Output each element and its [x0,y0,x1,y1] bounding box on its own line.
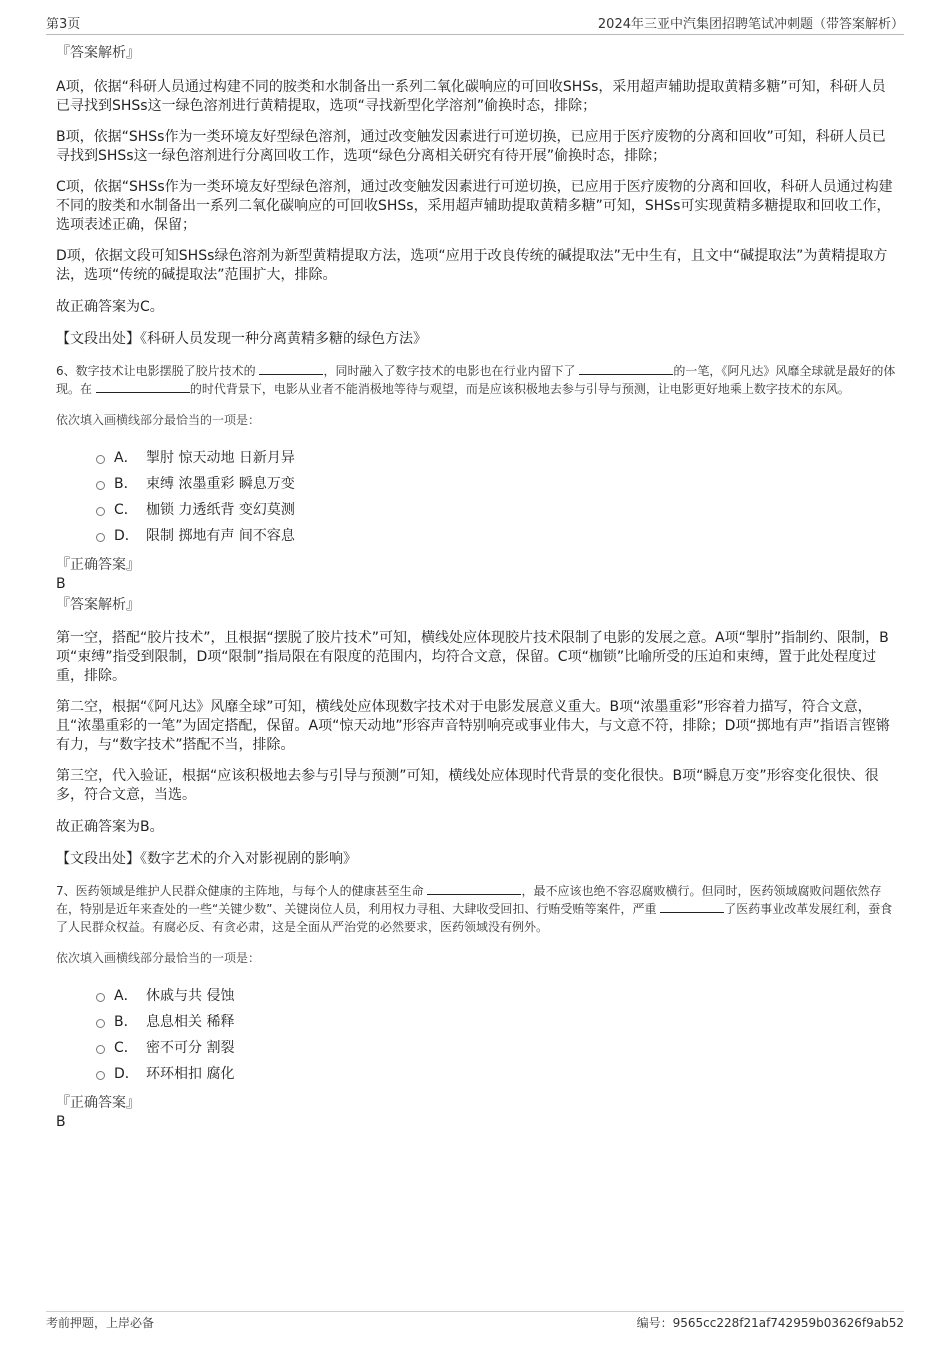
q6-stem-part1: 6、数字技术让电影摆脱了胶片技术的 [56,364,256,378]
radio-icon[interactable] [96,455,105,464]
document-title: 2024年三亚中汽集团招聘笔试冲刺题（带答案解析） [597,17,904,32]
radio-icon[interactable] [96,993,105,1002]
q6-source: 【文段出处】《数字艺术的介入对影视剧的影响》 [56,851,357,867]
q7-option-b[interactable]: B． 息息相关 稀释 [96,1008,896,1034]
footer-slogan: 考前押题，上岸必备 [46,1316,155,1330]
radio-icon[interactable] [96,1045,105,1054]
q7-stem-part3: 了医药事业改革发展红利，蚕食了人民群众权益。有腐必反、有贪必肃，这是全面从严治党的必然要求，医药领域没有例外。 [56,902,893,934]
q6-correct-label: 『正确答案』 [56,557,140,573]
q6-options [96,444,896,548]
q7-option-a[interactable]: A． 休戚与共 侵蚀 [96,982,896,1008]
q7-correct-label: 『正确答案』 [56,1095,140,1111]
q5-source: 【文段出处】《科研人员发现一种分离黄精多糖的绿色方法》 [56,331,427,347]
q6-conclusion: 故正确答案为B。 [56,819,164,835]
document-code [637,1314,904,1331]
page-header [46,12,904,35]
q7-blank-2 [660,900,724,913]
radio-icon[interactable] [96,1071,105,1080]
q6-prompt: 依次填入画横线部分最恰当的一项是： [56,413,261,427]
q6-analysis-3: 第三空，代入验证，根据“应该积极地去参与引导与预测”可知，横线处应体现时代背景的变化很快。B项“瞬息万变”形容变化很快、很多，符合文意，当选。 [56,768,879,803]
q6-option-b[interactable]: B． 束缚 浓墨重彩 瞬息万变 [96,470,896,496]
q6-blank-1 [259,362,323,375]
q5-analysis-c: C项，依据“SHSs作为一类环境友好型绿色溶剂，通过改变触发因素进行可逆切换，已应用于医疗废物的分离和回收，科研人员通过构建不同的胺类和水制备出一系列二氧化碳响应的可回收SHSs，采用超声辅助提取黄精多糖”可知，SHSs可实现黄精多糖提取和回收工作，选项表述正确，保留； [56,179,893,233]
q7-stem-part1: 7、医药领域是维护人民群众健康的主阵地，与每个人的健康甚至生命 [56,884,424,898]
q6-blank-2 [579,362,673,375]
q6-blank-3 [96,380,190,393]
radio-icon[interactable] [96,533,105,542]
q6-analysis-label: 『答案解析』 [56,597,140,613]
q7-option-d[interactable]: D． 环环相扣 腐化 [96,1060,896,1086]
radio-icon[interactable] [96,1019,105,1028]
q6-stem [56,362,896,398]
document-code-value: 9565cc228f21af742959b03626f9ab52 [672,1316,904,1330]
q6-correct-answer: B [56,576,66,592]
q6-analysis-1: 第一空，搭配“胶片技术”，且根据“摆脱了胶片技术”可知，横线处应体现胶片技术限制了电影的发展之意。A项“掣肘”指制约、限制，B项“束缚”指受到限制，D项“限制”指局限在有限度的范围内，均符合文意，保留。C项“枷锁”比喻所受的压迫和束缚，置于此处程度过重，排除。 [56,630,889,684]
q6-option-a[interactable]: A． 掣肘 惊天动地 日新月异 [96,444,896,470]
q5-analysis-label: 『答案解析』 [56,45,140,61]
radio-icon[interactable] [96,481,105,490]
q7-stem [56,882,896,936]
q6-analysis-2: 第二空，根据“《阿凡达》风靡全球”可知，横线处应体现数字技术对于电影发展意义重大。B项“浓墨重彩”形容着力描写，符合文意，且“浓墨重彩的一笔”为固定搭配，保留。A项“惊天动地”形容声音特别响亮或事业伟大，与文意不符，排除；D项“掷地有声”指语言铿锵有力，与“数字技术”搭配不当，排除。 [56,699,890,753]
q6-stem-part3: 的一笔，《阿凡达》风靡全球就是最好的体现。在 [56,364,896,396]
page-footer [46,1311,904,1331]
q7-blank-1 [427,882,521,895]
q7-option-c[interactable]: C． 密不可分 割裂 [96,1034,896,1060]
q6-stem-part2: ，同时融入了数字技术的电影也在行业内留下了 [323,364,576,378]
q5-analysis-a: A项，依据“科研人员通过构建不同的胺类和水制备出一系列二氧化碳响应的可回收SHSs，采用超声辅助提取黄精多糖”可知，科研人员已寻找到SHSs这一绿色溶剂进行黄精提取，选项“寻找新型化学溶剂”偷换时态，排除； [56,79,886,114]
q5-conclusion: 故正确答案为C。 [56,299,164,315]
page-number: 第3页 [46,17,81,32]
q7-options [96,982,896,1086]
q6-option-c[interactable]: C． 枷锁 力透纸背 变幻莫测 [96,496,896,522]
q5-analysis-d: D项，依据文段可知SHSs绿色溶剂为新型黄精提取方法，选项“应用于改良传统的碱提取法”无中生有，且文中“碱提取法”为黄精提取方法，选项“传统的碱提取法”范围扩大，排除。 [56,248,888,283]
document-code-label: 编号： [636,1316,673,1330]
page-content [56,44,896,1132]
q7-prompt: 依次填入画横线部分最恰当的一项是： [56,951,261,965]
q6-option-d[interactable]: D． 限制 掷地有声 间不容息 [96,522,896,548]
q6-stem-part4: 的时代背景下，电影从业者不能消极地等待与观望，而是应该积极地去参与引导与预测，让电影更好地乘上数字技术的东风。 [189,382,850,396]
radio-icon[interactable] [96,507,105,516]
q7-correct-answer: B [56,1114,66,1130]
q5-analysis-b: B项，依据“SHSs作为一类环境友好型绿色溶剂，通过改变触发因素进行可逆切换，已应用于医疗废物的分离和回收”可知，科研人员已寻找到SHSs这一绿色溶剂进行分离回收工作，选项“绿色分离相关研究有待开展”偷换时态，排除； [56,129,886,164]
q7-stem-part2: ，最不应该也绝不容忍腐败横行。但同时，医药领域腐败问题依然存在，特别是近年来查处的一些“关键少数”、关键岗位人员，利用权力寻租、大肆收受回扣、行贿受贿等案件，严重 [56,884,882,916]
